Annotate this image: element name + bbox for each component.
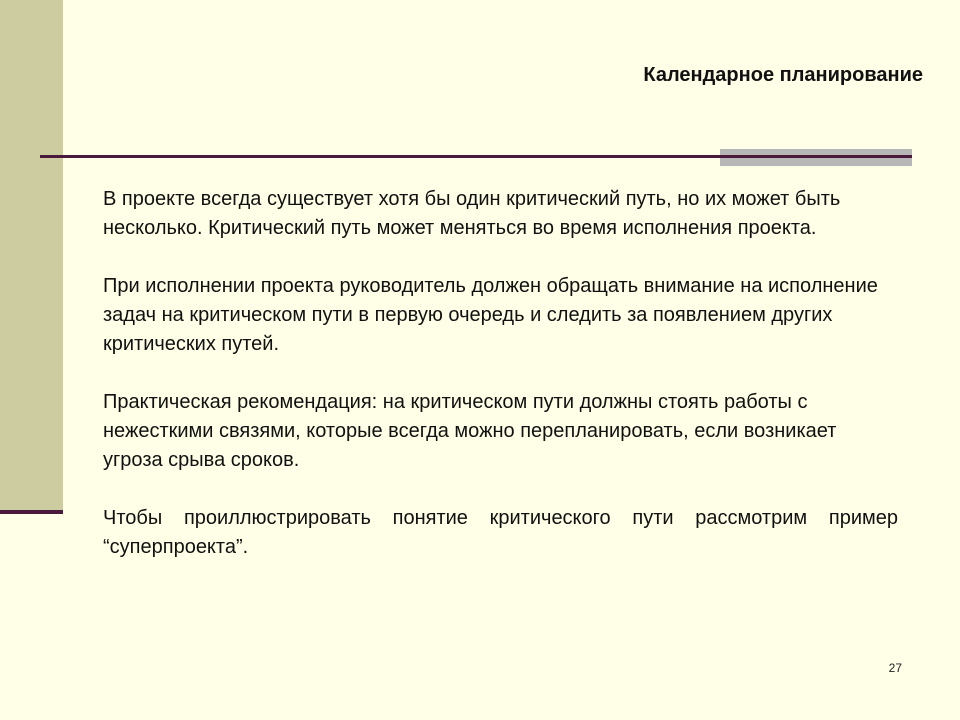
sidebar-bottom-rule — [0, 510, 63, 514]
slide-body — [103, 185, 898, 562]
slide-title: Календарное планирование — [643, 64, 923, 86]
left-sidebar-band — [0, 0, 63, 511]
slide-page-number: 27 — [888, 661, 902, 675]
body-paragraph-2: При исполнении проекта руководитель должен обращать внимание на исполнение задач на критическом пути в первую очередь и следить за появлением других критических путей. — [103, 275, 878, 355]
body-paragraph-4: Чтобы проиллюстрировать понятие критического пути рассмотрим пример “суперпроекта”. — [103, 507, 898, 558]
body-paragraph-3: Практическая рекомендация: на критическом пути должны стоять работы с нежесткими связями, которые всегда можно перепланировать, если возникает угроза срыва сроков. — [103, 391, 837, 471]
body-paragraph-1: В проекте всегда существует хотя бы один критический путь, но их может быть несколько. Критический путь может меняться во время исполнения проекта. — [103, 188, 841, 239]
title-divider-accent-line — [720, 155, 912, 158]
